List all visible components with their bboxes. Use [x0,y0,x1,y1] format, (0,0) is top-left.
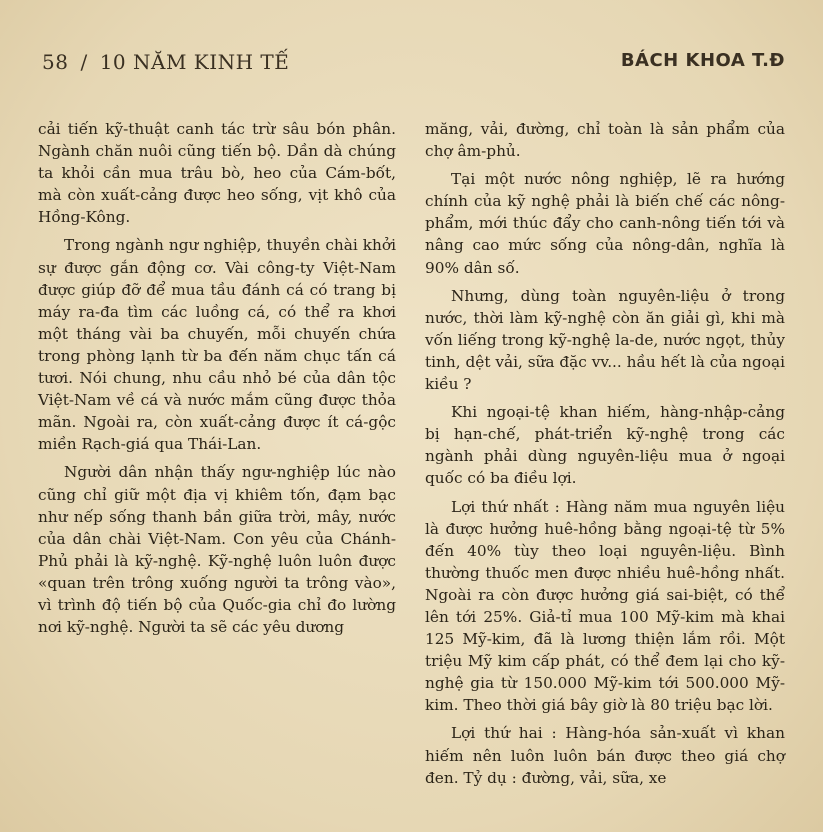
paragraph: Nhưng, dùng toàn nguyên-liệu ở trong nước, thời làm kỹ-nghệ còn ăn giải gì, khi mà vốn liếng trong kỹ-nghệ la-de, nước ngọt, thủy tinh, dệt vải, sữa đặc vv... hầu hết là của ngoại kiều ? [425,286,785,394]
book-title: 10 NĂM KINH TẾ [99,50,290,74]
paragraph: Trong ngành ngư nghiệp, thuyền chài khởi sự được gắn động cơ. Vài công-ty Việt-Nam được giúp đỡ để mua tầu đánh cá có trang bị máy ra-đa tìm các luồng cá, có thể ra khơi một tháng vài ba chuyến, mỗi chuyến chứa trong phòng lạnh từ ba đến năm chục tấn cá tươi. Nói chung, nhu cầu nhỏ bé của dân tộc Việt-Nam về cá và nước mắm cũng được thỏa mãn. Ngoài ra, còn xuất-cảng được ít cá-gộc miền Rạch-giá qua Thái-Lan. [38,236,396,454]
left-column [38,118,396,638]
paragraph: cải tiến kỹ-thuật canh tác trừ sâu bón phân. Ngành chăn nuôi cũng tiến bộ. Dần dà chúng ta khỏi cần mua trâu bò, heo của Cám-bốt, mà còn xuất-cảng được heo sống, vịt khô của Hồng-Kông. [38,120,396,227]
paragraph: Khi ngoại-tệ khan hiếm, hàng-nhập-cảng bị hạn-chế, phát-triển kỹ-nghệ trong các ngành phải dùng nguyên-liệu mua ở ngoại quốc có ba điều lợi. [425,403,785,488]
page-number: 58 [42,50,69,74]
paragraph: Người dân nhận thấy ngư-nghiệp lúc nào cũng chỉ giữ một địa vị khiêm tốn, đạm bạc như nếp sống thanh bần giữa trời, mây, nước của dân chài Việt-Nam. Con yêu của Chánh-Phủ phải là kỹ-nghệ. Kỹ-nghệ luôn luôn được «quan trên trông xuống người ta trông vào», vì trình độ tiến bộ của Quốc-gia chỉ đo lường nơi kỹ-nghệ. Người ta sẽ các yêu dương [38,463,396,637]
paragraph: Tại một nước nông nghiệp, lẽ ra hướng chính của kỹ nghệ phải là biến chế các nông-phẩm, mới thúc đẩy cho canh-nông tiến tới và nâng cao mức sống của nông-dân, nghĩa là 90% dân số. [425,170,785,277]
journal-name: BÁCH KHOA T.Đ [620,50,785,71]
right-column [425,118,785,789]
paragraph: măng, vải, đường, chỉ toàn là sản phẩm của chợ âm-phủ. [425,120,785,161]
running-header [42,50,785,80]
paragraph: Lợi thứ nhất : Hàng năm mua nguyên liệu là được hưởng huê-hồng bằng ngoại-tệ từ 5% đến 40% tùy theo loại nguyên-liệu. Bình thường thuốc men được nhiều huê-hồng nhất. Ngoài ra còn được hưởng giá sai-biệt, có thể lên tới 25%. Giả-tỉ mua 100 Mỹ-kim mà khai 125 Mỹ-kim, đã là lương thiện lắm rồi. Một triệu Mỹ kim cấp phát, có thể đem lại cho kỹ-nghệ gia từ 150.000 Mỹ-kim tới 500.000 Mỹ-kim. Theo thời giá bây giờ là 80 triệu bạc lời. [425,497,785,715]
header-left [42,50,289,74]
header-separator: / [80,50,88,74]
paragraph: Lợi thứ hai : Hàng-hóa sản-xuất vì khan hiếm nên luôn luôn bán được theo giá chợ đen. Tỷ dụ : đường, vải, sữa, xe [425,724,785,787]
